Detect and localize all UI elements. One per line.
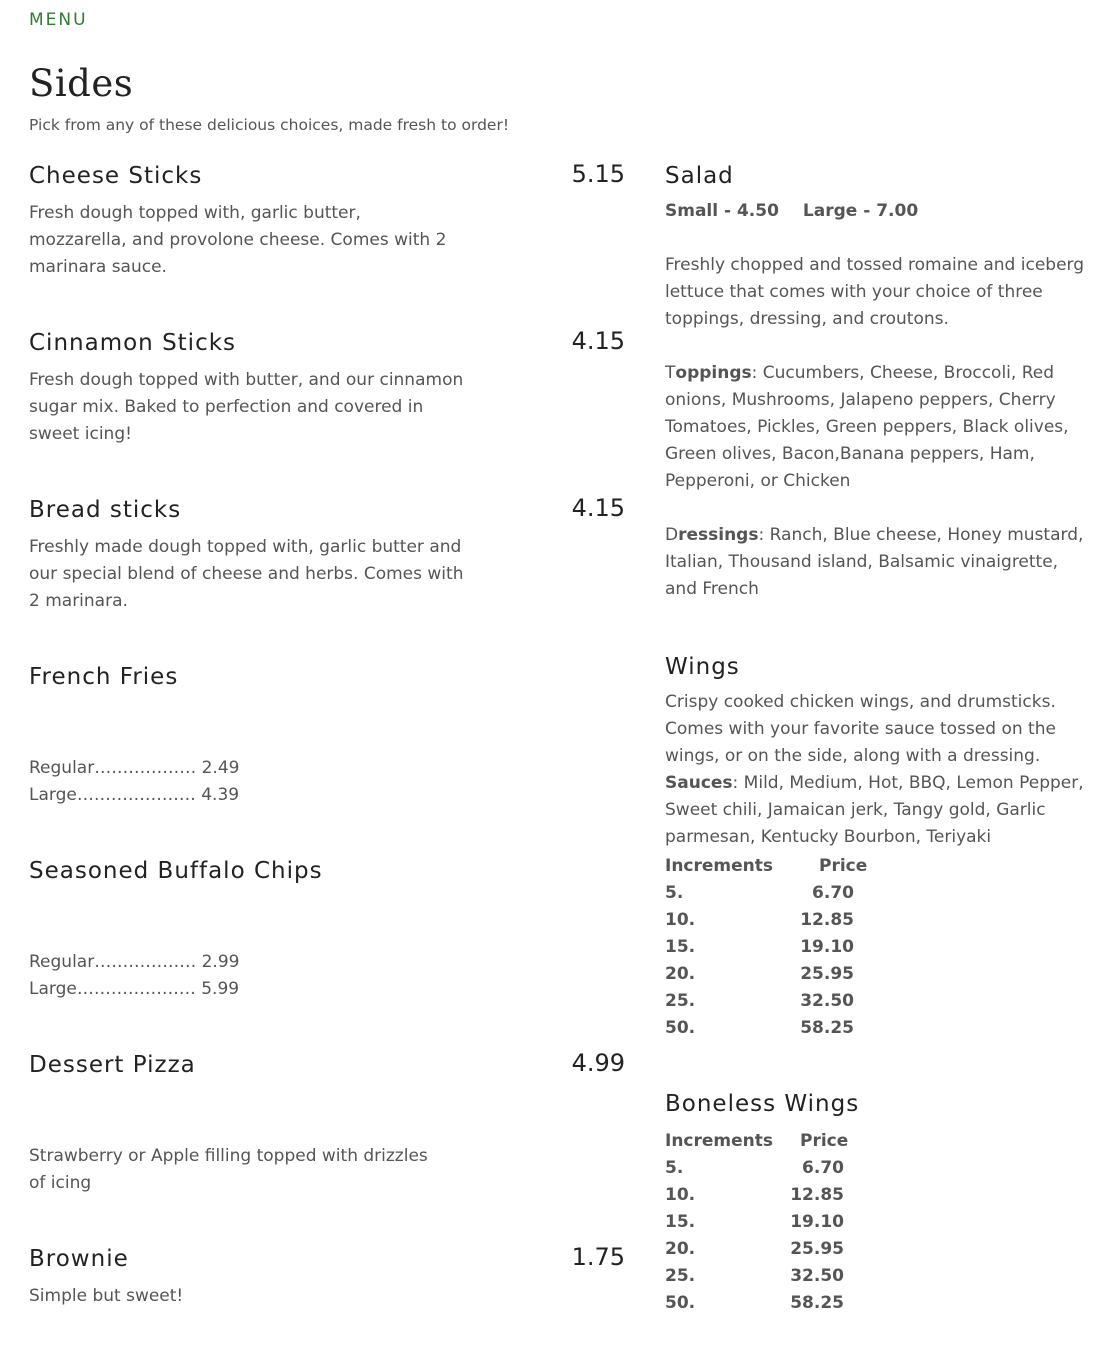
row-price: 19.10	[800, 937, 854, 957]
item-description: Strawberry or Apple filling topped with drizzles of icing	[29, 1146, 428, 1193]
row-price: 58.25	[790, 1293, 844, 1313]
col-increments: Increments	[665, 856, 774, 876]
item-price: 4.15	[571, 327, 625, 355]
table-row	[665, 1236, 855, 1263]
row-increment: 25.	[665, 1266, 696, 1286]
table-row	[665, 934, 865, 961]
col-price: Price	[819, 856, 868, 876]
row-price: 12.85	[800, 910, 854, 930]
toppings-label: oppings	[675, 363, 752, 383]
boneless-wings-price-table	[665, 1128, 855, 1317]
row-price: 58.25	[800, 1018, 854, 1038]
row-price: 6.70	[802, 1158, 844, 1178]
row-price: 32.50	[800, 991, 854, 1011]
item-description: Fresh dough topped with butter, and our cinnamon sugar mix. Baked to perfection and covered in sweet icing!	[29, 370, 464, 444]
salad-size-large: Large - 7.00	[802, 201, 919, 221]
table-row	[665, 1209, 855, 1236]
table-row	[665, 1155, 855, 1182]
menu-item-wings	[665, 654, 1085, 851]
item-name: Seasoned Buffalo Chips	[29, 858, 323, 884]
table-row	[665, 907, 865, 934]
table-row	[665, 961, 865, 988]
row-increment: 5.	[665, 1158, 684, 1178]
item-price: 4.99	[571, 1049, 625, 1077]
toppings-list: : Cucumbers, Cheese, Broccoli, Red onions, Mushrooms, Jalapeno peppers, Cherry Tomatoes, Pickles, Green peppers, Black olives, Green olives, Bacon,Banana peppers, Ham, Pepperoni, or Chicken	[665, 363, 1069, 491]
item-name: Salad	[665, 163, 734, 189]
table-row	[665, 1015, 865, 1042]
item-description: Simple but sweet!	[29, 1286, 184, 1306]
item-price: 4.15	[571, 494, 625, 522]
row-increment: 50.	[665, 1293, 696, 1313]
dressings-list: : Ranch, Blue cheese, Honey mustard, Italian, Thousand island, Balsamic vinaigrette, and French	[665, 525, 1084, 599]
salad-toppings	[665, 360, 1085, 495]
row-increment: 10.	[665, 910, 696, 930]
sauces-label: Sauces	[665, 773, 733, 793]
page-title: Sides	[29, 62, 134, 105]
row-increment: 15.	[665, 1212, 696, 1232]
row-increment: 15.	[665, 937, 696, 957]
size-regular: Regular……………… 2.99	[29, 952, 240, 972]
table-row	[665, 880, 865, 907]
size-price-list	[29, 949, 239, 1003]
item-description: Freshly chopped and tossed romaine and iceberg lettuce that comes with your choice of three toppings, dressing, and croutons.	[665, 255, 1085, 329]
item-name: Boneless Wings	[665, 1091, 860, 1117]
size-large: Large………………… 5.99	[29, 979, 240, 999]
row-increment: 20.	[665, 964, 696, 984]
row-price: 19.10	[790, 1212, 844, 1232]
table-row	[665, 988, 865, 1015]
menu-label[interactable]: MENU	[29, 10, 88, 30]
salad-dressings	[665, 522, 1085, 603]
row-increment: 25.	[665, 991, 696, 1011]
table-header	[665, 1128, 855, 1155]
menu-item-boneless-wings	[665, 1091, 1085, 1117]
item-description: Fresh dough topped with, garlic butter, mozzarella, and provolone cheese. Comes with 2 marinara sauce.	[29, 203, 447, 277]
item-name: Cinnamon Sticks	[29, 330, 237, 356]
item-price: 1.75	[571, 1243, 625, 1271]
size-regular: Regular……………… 2.49	[29, 758, 240, 778]
item-description: Freshly made dough topped with, garlic butter and our special blend of cheese and herbs. Comes with 2 marinara.	[29, 537, 464, 611]
row-increment: 20.	[665, 1239, 696, 1259]
row-increment: 50.	[665, 1018, 696, 1038]
table-header	[665, 853, 868, 880]
row-price: 25.95	[800, 964, 854, 984]
col-price: Price	[800, 1131, 849, 1151]
wings-price-table	[665, 853, 868, 1042]
sauces-list: : Mild, Medium, Hot, BBQ, Lemon Pepper, Sweet chili, Jamaican jerk, Tangy gold, Garlic parmesan, Kentucky Bourbon, Teriyaki	[665, 773, 1084, 847]
item-price: 5.15	[571, 160, 625, 188]
row-price: 25.95	[790, 1239, 844, 1259]
item-name: French Fries	[29, 664, 179, 690]
salad-size-small: Small - 4.50	[665, 201, 779, 221]
table-row	[665, 1263, 855, 1290]
toppings-label-initial: T	[665, 363, 676, 383]
item-name: Bread sticks	[29, 497, 182, 523]
row-price: 32.50	[790, 1266, 844, 1286]
item-name: Cheese Sticks	[29, 163, 203, 189]
item-name: Dessert Pizza	[29, 1052, 196, 1078]
size-price-list	[29, 755, 239, 809]
item-name: Brownie	[29, 1246, 129, 1272]
table-row	[665, 1182, 855, 1209]
col-increments: Increments	[665, 1131, 774, 1151]
dressings-label-initial: D	[665, 525, 679, 545]
salad-sizes	[665, 198, 1085, 225]
page-subtitle: Pick from any of these delicious choices, made fresh to order!	[29, 116, 510, 134]
dressings-label: ressings	[678, 525, 759, 545]
row-increment: 5.	[665, 883, 684, 903]
table-row	[665, 1290, 855, 1317]
item-name: Wings	[665, 654, 740, 680]
row-increment: 10.	[665, 1185, 696, 1205]
size-large: Large………………… 4.39	[29, 785, 240, 805]
menu-item-salad	[665, 163, 1085, 603]
wings-sauces	[665, 770, 1085, 851]
item-description: Crispy cooked chicken wings, and drumsticks. Comes with your favorite sauce tossed on the wings, or on the side, along with a dressing.	[665, 692, 1056, 766]
row-price: 6.70	[812, 883, 854, 903]
row-price: 12.85	[790, 1185, 844, 1205]
